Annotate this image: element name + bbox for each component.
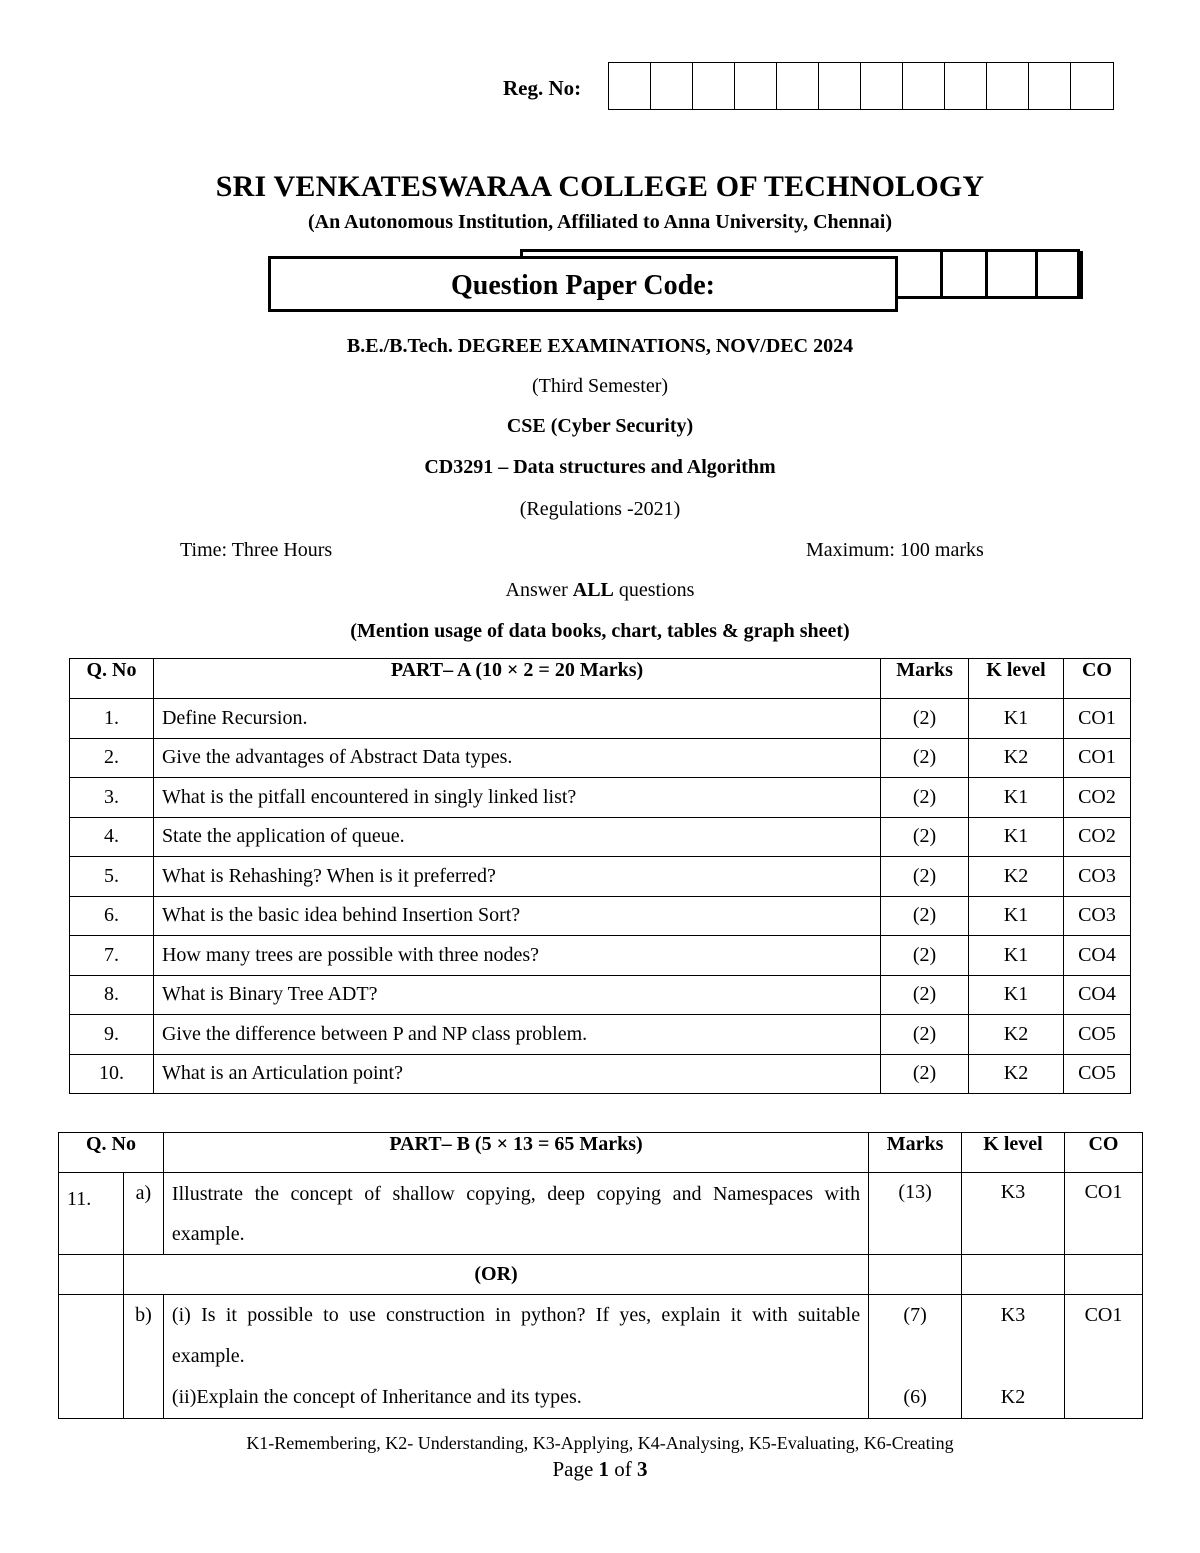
exam-regulations: (Regulations -2021): [519, 498, 681, 520]
col-part-a-title: PART– A (10 × 2 = 20 Marks): [153, 659, 880, 699]
q-co: CO1: [1064, 1295, 1142, 1419]
answer-instruction: [0, 579, 1200, 602]
q-number: 10.: [70, 1054, 154, 1094]
q-marks: (2): [881, 857, 969, 897]
q-klevel: K1: [969, 817, 1064, 857]
page-current: 1: [598, 1457, 610, 1481]
q-number: 9.: [70, 1015, 154, 1055]
table-row: [70, 936, 1131, 976]
table-row: [70, 1015, 1131, 1055]
table-row: [59, 1295, 1143, 1419]
q-text: Define Recursion.: [153, 699, 880, 739]
q-klevel: K1: [969, 975, 1064, 1015]
q-marks: (2): [881, 699, 969, 739]
exam-title: B.E./B.Tech. DEGREE EXAMINATIONS, NOV/DEC 2024: [346, 335, 854, 357]
table-row: [70, 778, 1131, 818]
q-number: 11.: [59, 1173, 124, 1255]
answer-suffix: questions: [618, 579, 695, 601]
table-row: [70, 896, 1131, 936]
q-marks: [869, 1295, 962, 1419]
exam-branch: CSE (Cyber Security): [506, 415, 694, 437]
table-row: [70, 817, 1131, 857]
college-name: SRI VENKATESWARAA COLLEGE OF TECHNOLOGY: [215, 170, 985, 203]
q-marks: (2): [881, 778, 969, 818]
page-total: 3: [637, 1457, 648, 1481]
part-a-rows: [70, 699, 1131, 1094]
q-co: CO4: [1063, 975, 1130, 1015]
q-marks: (2): [881, 896, 969, 936]
table-row: [70, 738, 1131, 778]
q-co: CO2: [1063, 778, 1130, 818]
q-number: 1.: [70, 699, 154, 739]
q-text: [163, 1295, 868, 1419]
col-part-b-title: PART– B (5 × 13 = 65 Marks): [163, 1133, 868, 1173]
q-co: CO3: [1063, 896, 1130, 936]
q-number: 4.: [70, 817, 154, 857]
col-klevel: K level: [962, 1133, 1065, 1173]
college-affiliation: (An Autonomous Institution, Affiliated to Anna University, Chennai): [308, 211, 892, 233]
q-klevel: K2: [969, 738, 1064, 778]
q-text-part-ii: (ii)Explain the concept of Inheritance and its types.: [171, 1386, 582, 1408]
q-number: 3.: [70, 778, 154, 818]
footer-klevels: K1-Remembering, K2- Understanding, K3-Applying, K4-Analysing, K5-Evaluating, K6-Creating: [246, 1433, 954, 1453]
q-co: CO3: [1063, 857, 1130, 897]
col-marks: Marks: [869, 1133, 962, 1173]
col-co: CO: [1063, 659, 1130, 699]
q-co: CO4: [1063, 936, 1130, 976]
q-klevel: K1: [969, 896, 1064, 936]
q-co: CO5: [1063, 1054, 1130, 1094]
q-text: What is Binary Tree ADT?: [153, 975, 880, 1015]
exam-time: Time: Three Hours: [180, 539, 333, 561]
q-marks: (2): [881, 1015, 969, 1055]
page-number: [0, 1457, 1200, 1482]
q-marks: (2): [881, 936, 969, 976]
qp-code-label: Question Paper Code:: [268, 256, 898, 312]
col-qno: Q. No: [59, 1133, 164, 1173]
q-klevel: K2: [969, 857, 1064, 897]
q-klevel: K1: [969, 778, 1064, 818]
q-number: 8.: [70, 975, 154, 1015]
q-co: CO2: [1063, 817, 1130, 857]
q-number: 7.: [70, 936, 154, 976]
q-co: CO5: [1063, 1015, 1130, 1055]
q-text: How many trees are possible with three nodes?: [153, 936, 880, 976]
reg-no-label: Reg. No:: [503, 76, 582, 100]
q-co: CO1: [1063, 738, 1130, 778]
or-row: [59, 1255, 1143, 1295]
q-text: What is an Articulation point?: [153, 1054, 880, 1094]
q-text: State the application of queue.: [153, 817, 880, 857]
table-row: [70, 975, 1131, 1015]
q-klevel-part-i: K3: [1000, 1304, 1026, 1326]
q-marks: (2): [881, 975, 969, 1015]
q-number: 6.: [70, 896, 154, 936]
col-marks: Marks: [881, 659, 969, 699]
q-sub: b): [123, 1295, 163, 1419]
q-marks-part-i: (7): [903, 1304, 927, 1326]
q-klevel: K3: [962, 1173, 1065, 1255]
q-text: Give the difference between P and NP class problem.: [153, 1015, 880, 1055]
q-text-part-i: (i) Is it possible to use construction in python? If yes, explain it with suitable example.: [171, 1304, 861, 1367]
exam-course: CD3291 – Data structures and Algorithm: [424, 456, 776, 478]
col-qno: Q. No: [70, 659, 154, 699]
q-text: Give the advantages of Abstract Data types.: [153, 738, 880, 778]
col-klevel: K level: [969, 659, 1064, 699]
q-klevel: K2: [969, 1015, 1064, 1055]
q-number: 2.: [70, 738, 154, 778]
answer-all: ALL: [572, 579, 614, 601]
q-klevel-part-ii: K2: [1000, 1386, 1026, 1408]
part-a-table: [69, 658, 1131, 1094]
q-co: CO1: [1063, 699, 1130, 739]
reg-no-boxes[interactable]: [608, 62, 1114, 110]
q-co: CO1: [1064, 1173, 1142, 1255]
table-row: [70, 699, 1131, 739]
q-klevel: K2: [969, 1054, 1064, 1094]
qp-code-boxes: [898, 251, 1083, 299]
page-prefix: Page: [552, 1457, 594, 1481]
q-marks-part-ii: (6): [903, 1386, 927, 1408]
answer-prefix: Answer: [505, 579, 568, 601]
page-of: of: [614, 1457, 632, 1481]
q-marks: (2): [881, 738, 969, 778]
table-row: [70, 857, 1131, 897]
q-klevel: K1: [969, 699, 1064, 739]
q-sub: a): [123, 1173, 163, 1255]
or-label: (OR): [123, 1255, 868, 1295]
q-text: What is the pitfall encountered in singly linked list?: [153, 778, 880, 818]
col-co: CO: [1064, 1133, 1142, 1173]
q-klevel: K1: [969, 936, 1064, 976]
exam-semester: (Third Semester): [531, 375, 669, 397]
q-number: 5.: [70, 857, 154, 897]
part-b-table: [58, 1132, 1143, 1419]
q-text: Illustrate the concept of shallow copying, deep copying and Namespaces with example.: [163, 1173, 868, 1255]
q-marks: (2): [881, 817, 969, 857]
table-row: [59, 1173, 1143, 1255]
q-text: What is the basic idea behind Insertion Sort?: [153, 896, 880, 936]
mention-note: (Mention usage of data books, chart, tables & graph sheet): [350, 620, 850, 642]
q-marks: (2): [881, 1054, 969, 1094]
q-text: What is Rehashing? When is it preferred?: [153, 857, 880, 897]
exam-max-marks: Maximum: 100 marks: [806, 539, 984, 561]
table-row: [70, 1054, 1131, 1094]
q-marks: (13): [869, 1173, 962, 1255]
q-klevel: [962, 1295, 1065, 1419]
